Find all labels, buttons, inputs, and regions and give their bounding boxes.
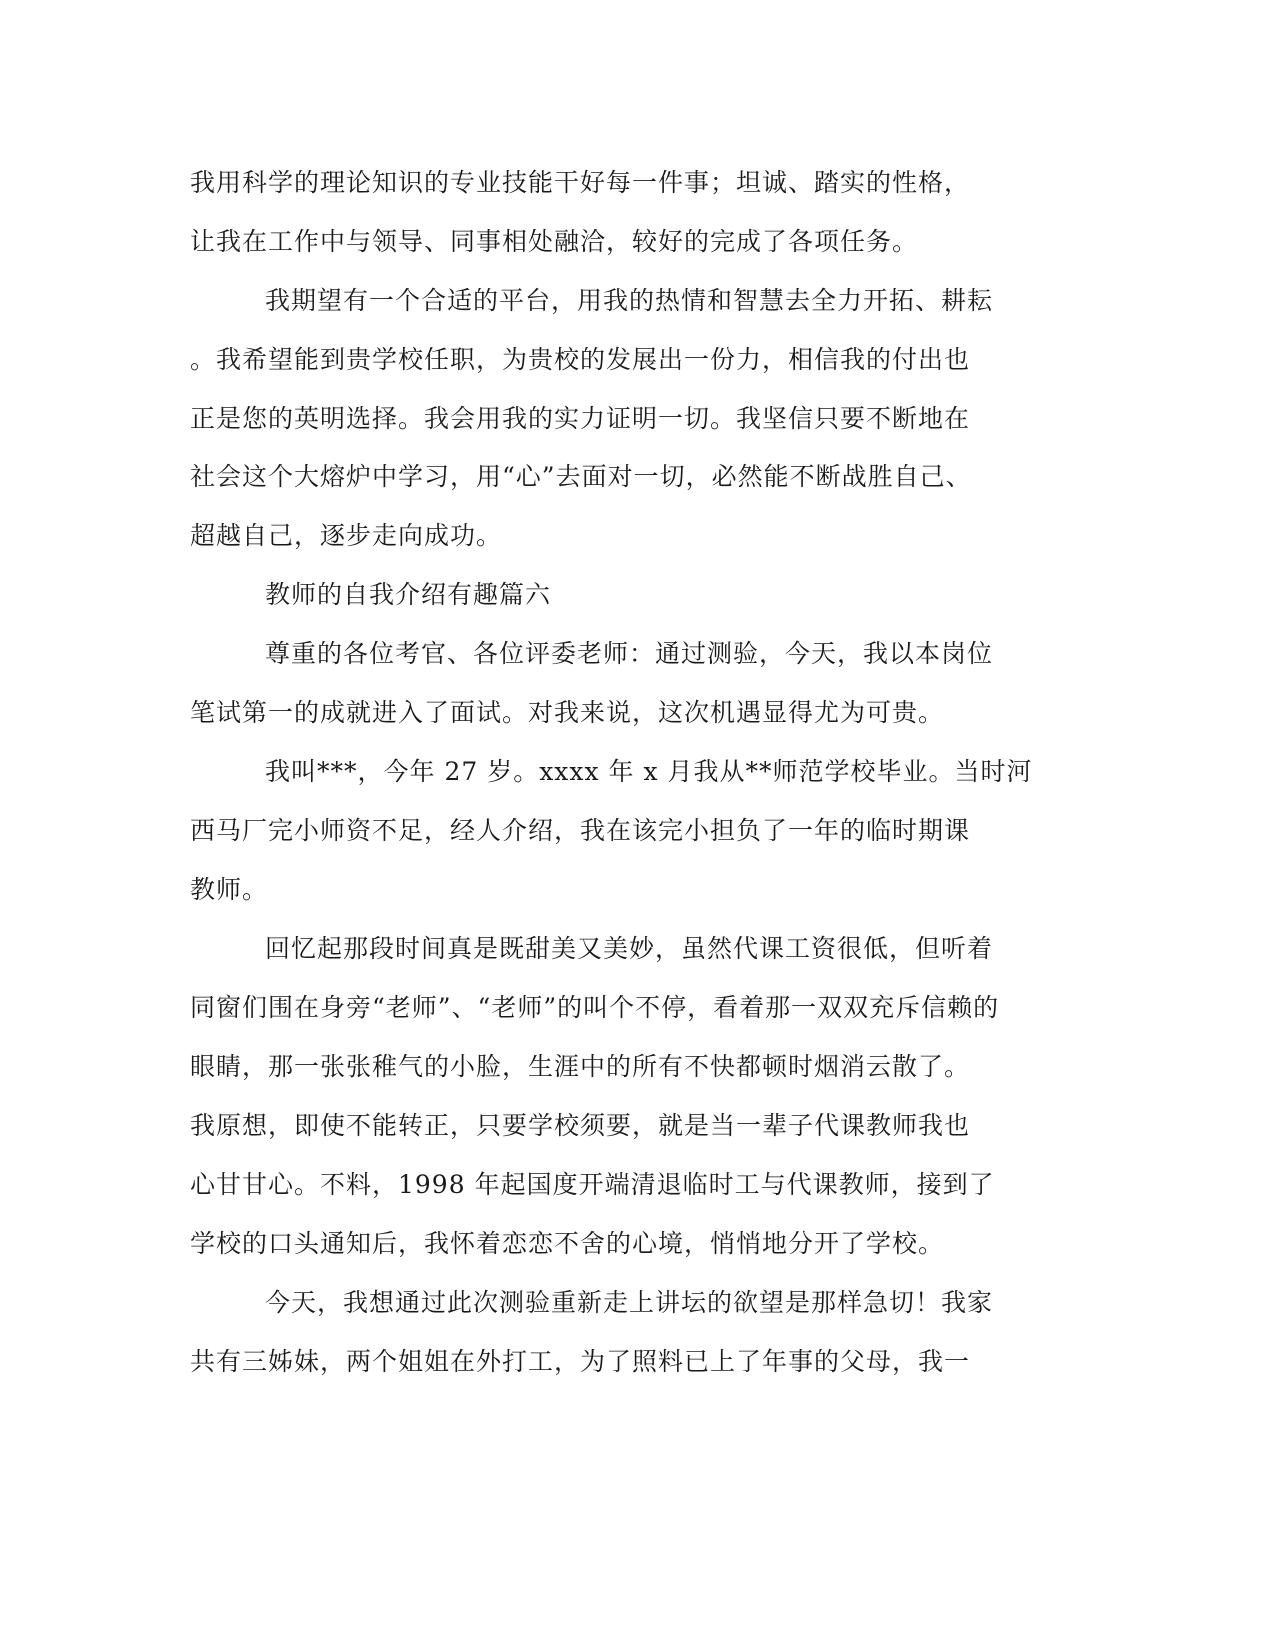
text-line: 我用科学的理论知识的专业技能干好每一件事；坦诚、踏实的性格， <box>190 168 971 197</box>
text-line: 教师。 <box>190 875 269 904</box>
text-line: 让我在工作中与领导、同事相处融洽，较好的完成了各项任务。 <box>190 227 919 256</box>
text-line: 眼睛，那一张张稚气的小脸，生涯中的所有不快都顿时烟消云散了。 <box>190 1052 971 1081</box>
text-line: 西马厂完小师资不足，经人介绍，我在该完小担负了一年的临时期课 <box>190 816 971 845</box>
text-line: 同窗们围在身旁“老师”、“老师”的叫个不停，看着那一双双充斥信赖的 <box>190 993 1000 1022</box>
text-line: 今天，我想通过此次测验重新走上讲坛的欲望是那样急切！我家 <box>265 1288 994 1317</box>
text-line: 我期望有一个合适的平台，用我的热情和智慧去全力开拓、耕耘 <box>265 286 994 315</box>
text-line: 。我希望能到贵学校任职，为贵校的发展出一份力，相信我的付出也 <box>190 345 971 374</box>
text-line: 尊重的各位考官、各位评委老师：通过测验，今天，我以本岗位 <box>265 639 994 668</box>
text-line: 超越自己，逐步走向成功。 <box>190 521 503 550</box>
text-line: 笔试第一的成就进入了面试。对我来说，这次机遇显得尤为可贵。 <box>190 698 945 727</box>
text-line: 共有三姊妹，两个姐姐在外打工，为了照料已上了年事的父母，我一 <box>190 1347 971 1376</box>
text-line: 我叫***，今年 27 岁。xxxx 年 x 月我从**师范学校毕业。当时河 <box>265 757 1033 786</box>
text-line: 我原想，即使不能转正，只要学校须要，就是当一辈子代课教师我也 <box>190 1111 971 1140</box>
section-heading: 教师的自我介绍有趣篇六 <box>265 580 552 609</box>
text-line: 心甘甘心。不料，1998 年起国度开端清退临时工与代课教师，接到了 <box>190 1170 995 1199</box>
text-line: 社会这个大熔炉中学习，用“心”去面对一切，必然能不断战胜自己、 <box>190 462 972 491</box>
text-line: 学校的口头通知后，我怀着恋恋不舍的心境，悄悄地分开了学校。 <box>190 1229 945 1258</box>
text-line: 正是您的英明选择。我会用我的实力证明一切。我坚信只要不断地在 <box>190 404 971 433</box>
text-line: 回忆起那段时间真是既甜美又美妙，虽然代课工资很低，但听着 <box>265 934 994 963</box>
